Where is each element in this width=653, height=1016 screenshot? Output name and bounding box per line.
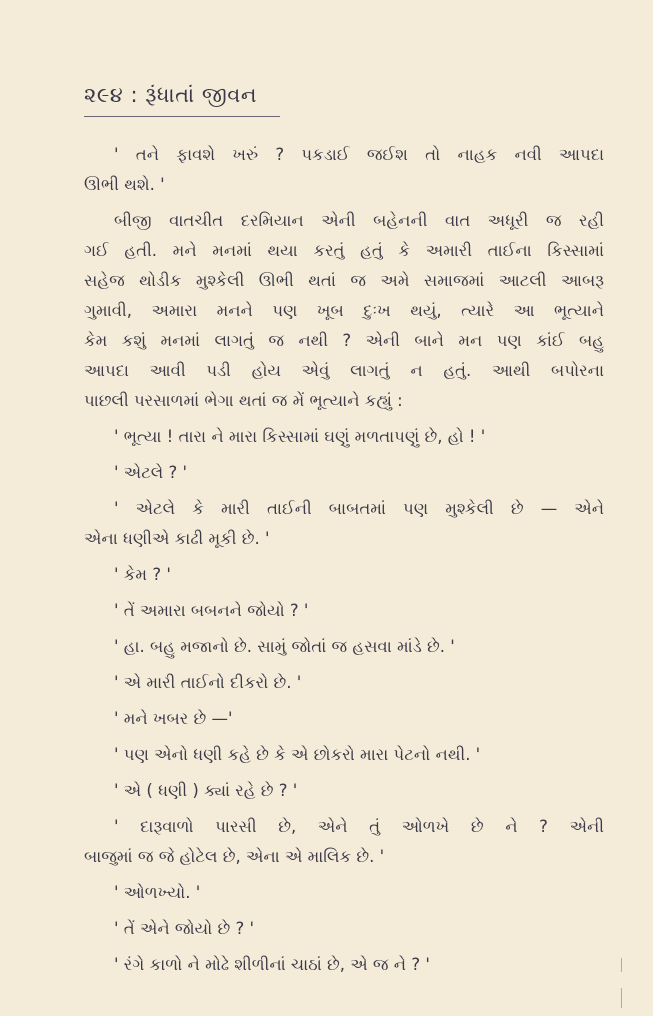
header-underline	[84, 116, 280, 117]
dialogue-line: ' ઓળખ્યો. '	[114, 883, 201, 902]
dialogue-line: ' રંગે કાળો ને મોઢે શીળીનાં ચાઠાં છે, એ જ ને ? '	[114, 955, 430, 974]
dialogue-line: એના ધણીએ કાઢી મૂકી છે. '	[84, 529, 270, 548]
text-line: કેમ કશું મનમાં લાગતું જ નથી ? એની બાને મન પણ કાંઈ બહુ	[84, 331, 604, 350]
text-line: પાછલી પરસાળમાં ભેગા થતાં જ મેં ભૂત્યાને કહ્યું :	[84, 391, 403, 410]
scan-mark	[621, 988, 622, 1008]
text-line: આપદા આવી પડી હોય એવું લાગતું ન હતું. આથી બપોરના	[84, 361, 604, 380]
running-head: ૨૯૪ : રૂંધાતાં જીવન	[84, 83, 257, 107]
text-line: સહેજ થોડીક મુશ્કેલી ઊભી થતાં જ અમે સમાજમાં આટલી આબરૂ	[84, 271, 604, 290]
dialogue-line: ' પણ એનો ધણી કહે છે કે એ છોકરો મારા પેટનો નથી. '	[114, 745, 481, 764]
page-body	[84, 140, 604, 980]
dialogue-line: ' દારૂવાળો પારસી છે, એને તું ઓળખે છે ને ? એની	[114, 817, 604, 836]
dialogue-line: ' તેં એને જોયો છે ? '	[114, 919, 255, 938]
text-line: ' તને ફાવશે ખરું ? પકડાઈ જઈશ તો નાહક નવી આપદા	[114, 145, 604, 164]
dialogue-line: ' મને ખબર છે —'	[114, 709, 233, 728]
dialogue-line: ' એટલે ? '	[114, 463, 188, 482]
scan-mark	[621, 958, 622, 972]
dialogue-line: ' એટલે કે મારી તાઈની બાબતમાં પણ મુશ્કેલી છે — એને	[114, 499, 604, 518]
dialogue-line: ' હા. બહુ મજાનો છે. સામું જોતાં જ હસવા માંડે છે. '	[114, 637, 455, 656]
text-line: બીજી વાતચીત દરમિયાન એની બહેનની વાત અધૂરી જ રહી	[114, 211, 604, 230]
dialogue-line: બાજુમાં જ જે હોટેલ છે, એના એ માલિક છે. '	[84, 847, 385, 866]
dialogue-line: ' એ ( ધણી ) ક્યાં રહે છે ? '	[114, 781, 298, 800]
text-line: ગુમાવી, અમારા મનને પણ ખૂબ દુઃખ થયું, ત્યારે આ ભૂત્યાને	[84, 301, 604, 320]
text-line: ઊભી થશે. '	[84, 175, 165, 194]
dialogue-line: ' ભૂત્યા ! તારા ને મારા કિસ્સામાં ઘણું મળતાપણું છે, હો ! '	[114, 427, 486, 446]
dialogue-line: ' કેમ ? '	[114, 565, 171, 584]
dialogue-line: ' એ મારી તાઈનો દીકરો છે. '	[114, 673, 302, 692]
dialogue-line: ' તેં અમારા બબનને જોયો ? '	[114, 601, 309, 620]
text-line: ગઈ હતી. મને મનમાં થયા કરતું હતું કે અમારી તાઈના કિસ્સામાં	[84, 241, 604, 260]
